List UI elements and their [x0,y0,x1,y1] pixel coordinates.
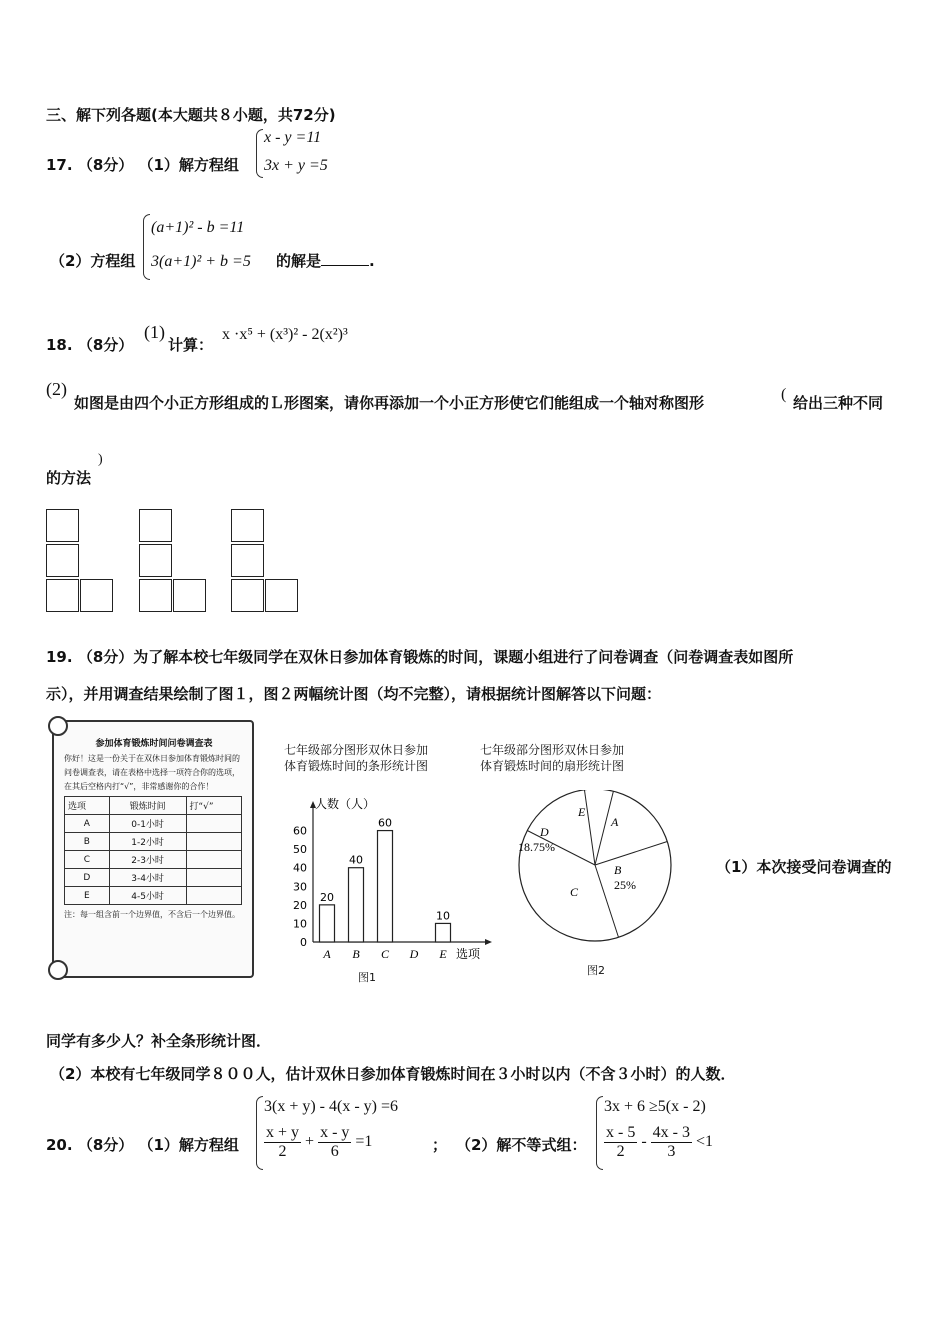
q20-frac-num: x - y [320,1124,350,1141]
q17-p2-eq1: (a+1)² - b =11 [151,219,245,236]
chart1-title-line1: 七年级部分图形双休日参加 [284,743,429,757]
q18-p2-paren: ( [781,386,787,403]
q17-p1-eq1: x - y =11 [264,129,322,146]
survey-cell: 0-1小时 [109,815,186,833]
q20-op: + [305,1133,315,1151]
q20-frac-num: 4x - 3 [652,1124,690,1141]
q19-part1-a: （1）本次接受问卷调查的 [716,858,892,876]
q19-part1-b: 同学有多少人？补全条形统计图． [46,1032,272,1050]
q18-number: 18. [46,336,73,354]
q18-p2-text-line2: 的方法 [46,469,92,487]
x-axis-arrow [485,939,492,945]
pie-slice-label: D [540,825,549,839]
survey-cell: C [65,851,110,869]
q17-part2-prefix: （2）方程组 [50,252,136,270]
survey-check-cell[interactable] [186,851,242,869]
pie-chart [510,790,690,960]
data-label: 20 [320,890,334,904]
survey-header: 选项 [65,797,110,815]
q18-p2-text: 如图是由四个小正方形组成的Ｌ形图案，请你再添加一个小正方形使它们能组成一个轴对称图形 [74,394,705,412]
x-tick-label: E [439,947,447,961]
q20-frac-den: 6 [330,1143,339,1160]
q18-p2-label: (2) [46,379,67,399]
survey-cell: E [65,887,110,905]
q20-rhs: =1 [355,1133,373,1151]
survey-scroll [46,716,254,978]
data-label: 10 [436,909,450,923]
q17-number: 17. [46,156,73,174]
q20-frac-den: 2 [616,1143,625,1160]
q17-p2-answer [276,250,375,271]
y-tick-label: 60 [293,824,307,838]
survey-intro: 你好！这是一份关于在双休日参加体育锻炼时间的问卷调查表，请在表格中选择一项符合你的选项，在其后空格内打“√”，非常感谢你的合作！ [64,754,240,791]
q18-p2-close: ) [98,452,103,467]
q20-frac-num: x + y [266,1124,300,1141]
y-tick-label: 50 [293,843,307,857]
q20-p1-eq2 [264,1124,372,1161]
pie-slice-label: C [570,885,579,899]
q17-p2-brace [143,214,150,280]
chart2-caption: 图2 [587,964,605,977]
chart1-title [284,742,428,774]
y-axis-label: 人数（人） [315,797,376,811]
q18-p1-expr: x ·x⁵ + (x³)² - 2(x²)³ [222,326,348,343]
data-label: 60 [378,816,392,830]
y-tick-label: 40 [293,861,307,875]
survey-note: 注：每一组含前一个边界值，不含后一个边界值。 [64,910,240,919]
survey-cell: 3-4小时 [109,869,186,887]
q17-header [46,154,239,175]
survey-cell: 1-2小时 [109,833,186,851]
q20-part2-prefix: （2）解不等式组： [456,1136,587,1154]
y-tick-label: 0 [300,936,307,949]
q17-p2-suffix: 的解是 [276,252,322,270]
q18-p2-text-cont: 给出三种不同 [793,394,884,412]
y-tick-label: 30 [293,880,307,894]
x-tick-label: C [380,947,390,961]
x-tick-label: D [409,947,419,961]
q20-op: - [641,1133,647,1151]
pie-slice-percent: 18.75% [518,840,555,854]
survey-header: 锻炼时间 [109,797,186,815]
survey-header: 打“√” [186,797,242,815]
data-label: 40 [349,853,363,867]
q17-p2-end: . [369,252,375,270]
q20-p1-brace [256,1096,263,1170]
survey-check-cell[interactable] [186,869,242,887]
bar [378,831,393,942]
q20-frac-den: 3 [667,1143,676,1160]
q20-p1-eq1: 3(x + y) - 4(x - y) =6 [264,1098,399,1115]
q19-part2: （2）本校有七年级同学８００人，估计双休日参加体育锻炼时间在３小时以内（不含３小时）的人数． [50,1065,736,1083]
survey-table [64,796,242,905]
section-title: 三、解下列各题(本大题共８小题，共72分) [46,106,336,124]
q20-frac-num: x - 5 [606,1124,636,1141]
y-tick-label: 20 [293,898,307,912]
bar-chart [280,782,495,992]
q17-part1-prefix: （1）解方程组 [138,156,239,174]
q17-p1-brace [256,129,263,178]
q20-p2-eq2 [604,1124,713,1161]
q20-number: 20. [46,1136,73,1154]
chart1-caption: 图1 [358,971,376,984]
q20-part1-prefix: （1）解方程组 [138,1136,239,1154]
q19-text-line1: 为了解本校七年级同学在双休日参加体育锻炼的时间，课题小组进行了问卷调查（问卷调查表如图所 [133,648,794,666]
q20-p2-eq1: 3x + 6 ≥5(x - 2) [604,1098,706,1115]
chart2-title-line1: 七年级部分图形双休日参加 [480,743,625,757]
q20-rhs: <1 [695,1133,714,1151]
bar [320,905,335,942]
x-tick-label: B [352,947,360,961]
pie-slice-label: A [611,815,619,829]
chart2-title [480,742,624,774]
x-tick-label: A [323,947,331,961]
survey-cell: 4-5小时 [109,887,186,905]
q18-score: （8分） [77,336,134,354]
survey-cell: B [65,833,110,851]
q17-p2-eq2: 3(a+1)² + b =5 [151,253,251,270]
survey-check-cell[interactable] [186,887,242,905]
q17-score: （8分） [77,156,134,174]
q19-line1 [46,646,793,667]
survey-cell: A [65,815,110,833]
y-tick-label: 10 [293,917,307,931]
pie-slice-percent: 25% [614,878,636,892]
q18-header [46,334,133,355]
pie-slice-label: E [578,805,586,819]
q20-p2-brace [596,1096,603,1170]
q20-sep: ； [432,1136,448,1154]
q20-frac-den: 2 [278,1143,287,1160]
q18-p1-label: (1) [144,322,165,342]
q19-number: 19. [46,648,73,666]
bar [436,923,451,942]
q17-p1-eq2: 3x + y =5 [264,157,328,174]
bar [349,868,364,942]
pie-slice-label: B [614,863,622,877]
x-axis-label: 选项 [456,947,481,961]
survey-check-cell[interactable] [186,833,242,851]
survey-cell: D [65,869,110,887]
q17-answer-blank[interactable] [321,251,369,266]
chart1-title-line2: 体育锻炼时间的条形统计图 [284,759,429,773]
q20-score: （8分） [77,1136,134,1154]
survey-cell: 2-3小时 [109,851,186,869]
q18-p1-text: 计算： [168,336,214,354]
q19-score: （8分） [77,648,134,666]
q20-header [46,1134,239,1155]
survey-check-cell[interactable] [186,815,242,833]
survey-title: 参加体育锻炼时间问卷调查表 [95,739,213,749]
chart2-title-line2: 体育锻炼时间的扇形统计图 [480,759,625,773]
q19-line2: 示），并用调查结果绘制了图１，图２两幅统计图（均不完整），请根据统计图解答以下问题： [46,685,662,703]
